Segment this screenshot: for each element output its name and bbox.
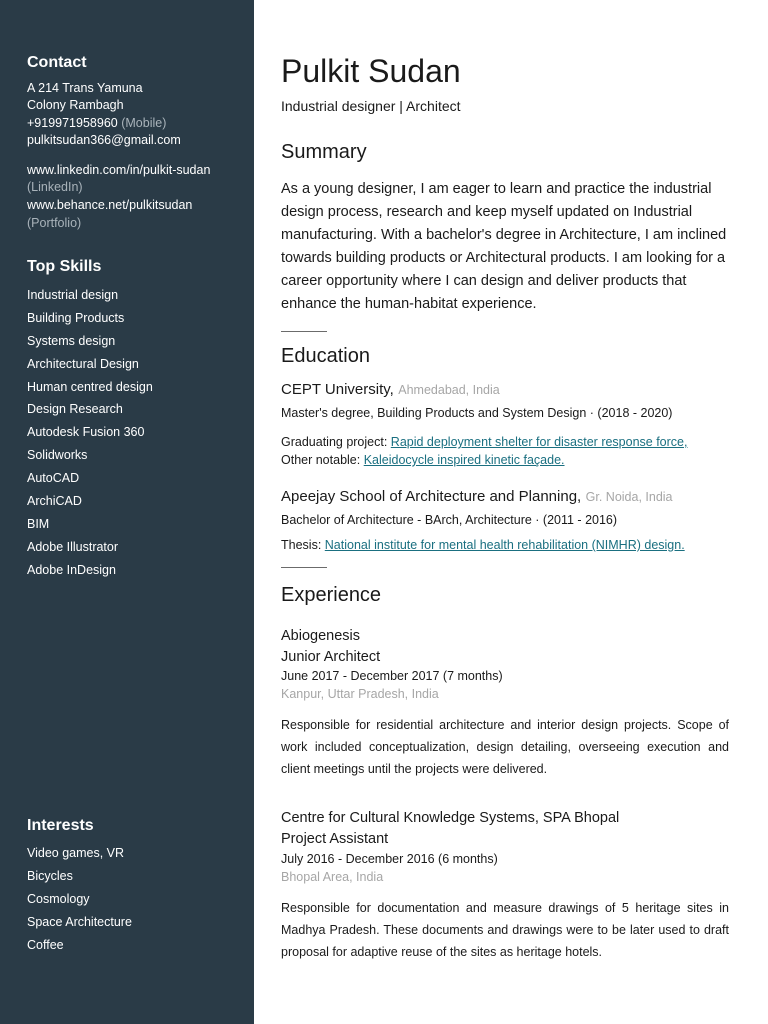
skill-item: ArchiCAD — [27, 494, 82, 509]
skill-item: Architectural Design — [27, 356, 139, 371]
degree-line: Master's degree, Building Products and System Design · (2018 - 2020) — [281, 406, 673, 420]
behance-link[interactable]: www.behance.net/pulkitsudan — [27, 198, 193, 212]
job-description: Responsible for residential architecture and interior design projects. Scope of work included conceptualization, design detailing, overseeing execution and client meetings until the projects were delivered. — [281, 718, 729, 776]
interests-heading: Interests — [27, 817, 94, 834]
interest-item: Bicycles — [27, 868, 73, 883]
contact-heading: Contact — [27, 54, 87, 71]
graduating-project-link[interactable]: Rapid deployment shelter for disaster response force, — [390, 435, 688, 449]
education-entry-header — [281, 381, 500, 399]
degree-line: Bachelor of Architecture - BArch, Architecture · (2011 - 2016) — [281, 513, 618, 527]
summary-text: As a young designer, I am eager to learn and practice the industrial design process, research and keep myself updated on Industrial manufacturing. With a bachelor's degree in Architecture, I am inclined towards building products or Architectural products. I am looking for a career opportunity where I can design and deliver products that enhance the human-habitat experience. — [281, 181, 727, 312]
other-notable-label: Other notable: — [281, 453, 361, 467]
person-name: Pulkit Sudan — [281, 53, 461, 89]
interest-item: Coffee — [27, 937, 64, 952]
experience-title: Experience — [281, 584, 382, 606]
graduating-project-label: Graduating project: — [281, 435, 388, 449]
interest-item: Space Architecture — [27, 914, 132, 929]
thesis-row — [281, 538, 685, 552]
school-location: Gr. Noida, India — [585, 490, 673, 504]
top-skills-heading: Top Skills — [27, 258, 102, 275]
skill-item: Autodesk Fusion 360 — [27, 425, 145, 440]
section-divider — [281, 567, 327, 568]
job-dates: June 2017 - December 2017 (7 months) — [281, 669, 503, 683]
sidebar — [0, 0, 254, 1024]
education-entry-header — [281, 488, 673, 506]
education-title: Education — [281, 345, 370, 367]
skill-item: Solidworks — [27, 448, 88, 463]
school-name: Apeejay School of Architecture and Planning, — [281, 488, 582, 505]
email-link[interactable]: pulkitsudan366@gmail.com — [27, 133, 181, 147]
job-role: Project Assistant — [281, 831, 389, 847]
job-role: Junior Architect — [281, 649, 381, 665]
interest-item: Cosmology — [27, 891, 90, 906]
linkedin-link[interactable]: www.linkedin.com/in/pulkit-sudan — [27, 163, 211, 177]
skill-item: Human centred design — [27, 379, 153, 394]
skill-item: Adobe InDesign — [27, 562, 116, 577]
phone-row — [27, 116, 166, 130]
skill-item: Systems design — [27, 333, 116, 348]
skills-list — [27, 287, 153, 585]
job-description: Responsible for documentation and measure drawings of 5 heritage sites in Madhya Pradesh. These documents and drawings were to be later used to draft proposal for adaptive reuse of the sites as heritage hotels. — [281, 901, 729, 959]
skill-item: Industrial design — [27, 288, 119, 302]
address-line-2: Colony Rambagh — [27, 98, 124, 112]
interests-list — [27, 845, 132, 959]
main-content — [281, 0, 741, 1024]
thesis-label: Thesis: — [281, 538, 322, 552]
thesis-link[interactable]: National institute for mental health rehabilitation (NIMHR) design. — [324, 538, 685, 552]
linkedin-label: (LinkedIn) — [27, 180, 83, 194]
skill-item: Design Research — [27, 402, 123, 417]
graduating-project-row — [281, 435, 687, 449]
phone-number: +919971958960 — [27, 116, 118, 130]
skill-item: Building Products — [27, 310, 125, 325]
other-notable-row — [281, 453, 565, 467]
company-name: Abiogenesis — [281, 628, 360, 644]
address-line-1: A 214 Trans Yamuna — [27, 81, 143, 95]
other-notable-link[interactable]: Kaleidocycle inspired kinetic façade. — [363, 453, 565, 467]
section-divider — [281, 331, 327, 332]
skill-item: Adobe Illustrator — [27, 539, 119, 554]
phone-type: (Mobile) — [121, 116, 167, 130]
job-dates: July 2016 - December 2016 (6 months) — [281, 852, 498, 866]
headline: Industrial designer | Architect — [281, 98, 461, 114]
job-location: Kanpur, Uttar Pradesh, India — [281, 687, 439, 701]
skill-item: AutoCAD — [27, 471, 80, 486]
school-location: Ahmedabad, India — [398, 383, 500, 397]
interest-item: Video games, VR — [27, 846, 125, 860]
skill-item: BIM — [27, 516, 50, 531]
school-name: CEPT University, — [281, 381, 394, 398]
job-location: Bhopal Area, India — [281, 870, 384, 884]
portfolio-label: (Portfolio) — [27, 216, 82, 230]
company-name: Centre for Cultural Knowledge Systems, SPA Bhopal — [281, 810, 620, 826]
summary-title: Summary — [281, 141, 367, 163]
